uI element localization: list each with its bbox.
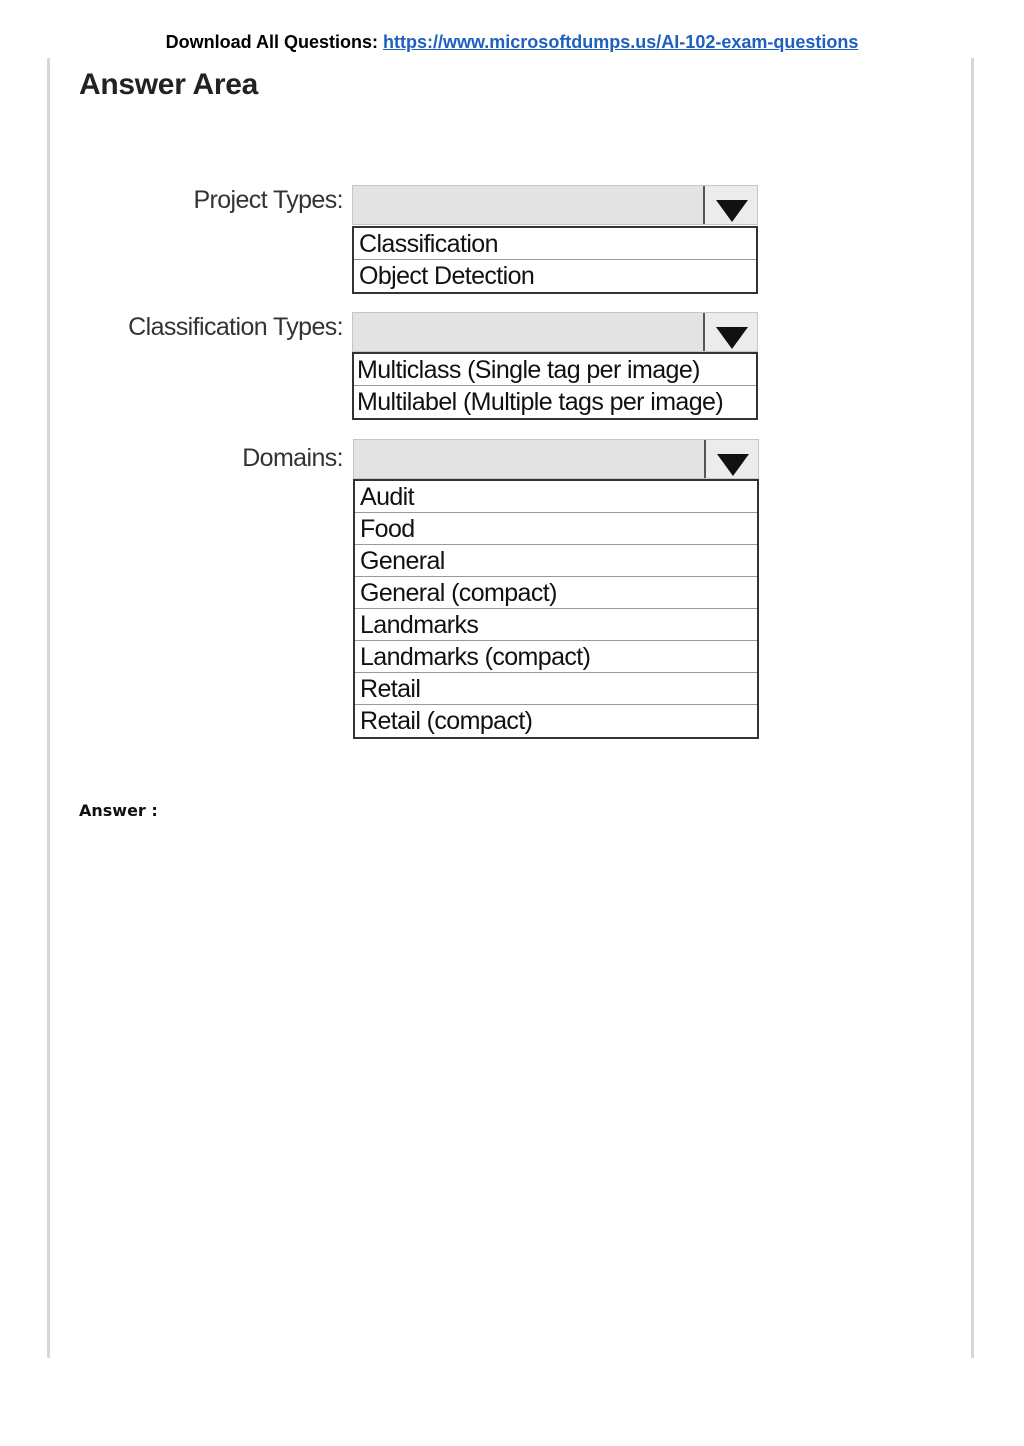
domains-option[interactable]: Landmarks (compact) (355, 641, 757, 673)
answer-area-title: Answer Area (79, 68, 258, 101)
answer-label: Answer : (79, 801, 158, 820)
classification-types-option-list (352, 352, 758, 420)
domains-option[interactable]: General (355, 545, 757, 577)
domains-option[interactable]: Landmarks (355, 609, 757, 641)
chevron-down-icon (716, 327, 748, 349)
project-types-dropdown-button[interactable] (703, 186, 757, 224)
domains-dropdown[interactable] (353, 439, 759, 479)
domains-option-list (353, 479, 759, 739)
classification-types-option[interactable]: Multiclass (Single tag per image) (354, 354, 756, 386)
domains-option[interactable]: Retail (355, 673, 757, 705)
classification-types-dropdown-button[interactable] (703, 313, 757, 351)
domains-label: Domains: (242, 444, 343, 472)
domains-option[interactable]: Food (355, 513, 757, 545)
project-types-label: Project Types: (193, 186, 343, 214)
project-types-option[interactable]: Classification (354, 228, 756, 260)
domains-option[interactable]: General (compact) (355, 577, 757, 609)
project-types-option-list (352, 226, 758, 294)
domains-option[interactable]: Audit (355, 481, 757, 513)
classification-types-label: Classification Types: (128, 313, 343, 341)
download-header-prefix: Download All Questions: (165, 32, 383, 52)
frame-left-border (47, 58, 50, 1358)
download-link[interactable]: https://www.microsoftdumps.us/AI-102-exam-questions (382, 32, 859, 52)
domains-dropdown-button[interactable] (704, 440, 758, 478)
domains-option[interactable]: Retail (compact) (360, 707, 533, 735)
chevron-down-icon (716, 200, 748, 222)
project-types-dropdown[interactable] (352, 185, 758, 225)
download-header (0, 31, 1024, 53)
classification-types-dropdown[interactable] (352, 312, 758, 352)
project-types-option[interactable]: Object Detection (359, 262, 535, 290)
classification-types-option[interactable]: Multilabel (Multiple tags per image) (357, 388, 724, 416)
chevron-down-icon (717, 454, 749, 476)
frame-right-border (971, 58, 974, 1358)
